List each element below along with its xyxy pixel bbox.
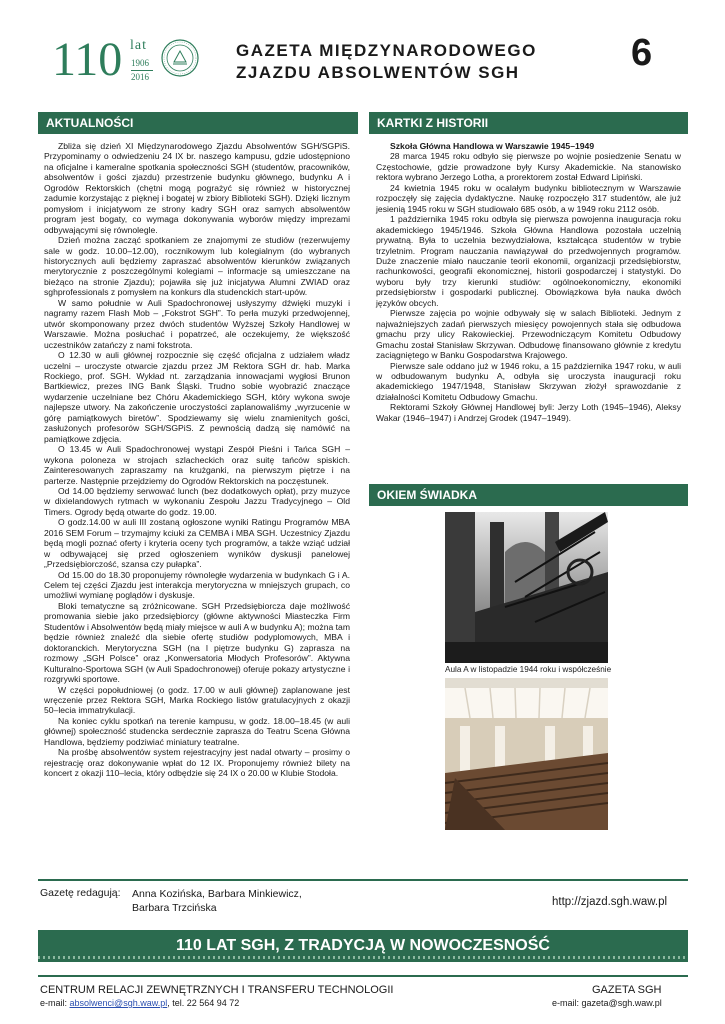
motto-banner: [38, 930, 688, 962]
section-title-lens: OKIEM ŚWIADKA: [377, 488, 477, 502]
news-paragraph: O 12.30 w auli głównej rozpocznie się część oficjalna z udziałem władz uczelni – uroczyste otwarcie zjazdu przez JM Rektora SGH dr. hab. Marka Rockiego, prof. SGH. Wykład nt. zarządzania innowacjami wygłosi Brunon Bartkiewicz, prezes ING Bank Śląski. Trudno sobie wyobrazić znaczące wydarzenie uczelniane bez Chóru Akademickiego SGH, który wykona swoje najlepsze utwory. Na zakończenie uroczystości zaplanowaliśmy „wyrzucenie w górę pamiątkowych biretów”. Spodziewamy się wielu znamienitych gości, zasłużonych profesorów SGH/SGPiS. Z pewnością dadzą się namówić na pamiątkowe zdjęcia.: [44, 350, 350, 444]
logo-years: [131, 58, 153, 83]
logo-year-start: 1906: [131, 58, 149, 68]
editors-line2: Barbara Trzcińska: [132, 902, 217, 914]
sgh-seal-icon: [160, 38, 200, 78]
history-paragraph: 1 października 1945 roku odbyła się pierwsza powojenna inauguracja roku akademickiego 1945/1946. Szkoła Główna Handlowa pozostała uczelnią prywatną. Była to uczelnia bezwydziałowa, kształcąca studentów w trybie trzyletnim. Program nauczania nawiązywał do przedwojennych programów. Duże znaczenie miało nauczanie teorii ekonomii, organizacji przedsiębiorstw, rachunkowości, geografii ekonomicznej, historii gospodarczej i statystyki. Do wyboru były trzy kierunki studiów: ogólnoekonomiczny, ekonomiki przedsiębiorstw i gospodarki publicznej. Obowiązkowa była nauka dwóch języków obcych.: [376, 214, 681, 308]
history-heading: Szkoła Główna Handlowa w Warszawie 1945–1949: [390, 141, 595, 151]
news-paragraph: Zbliża się dzień XI Międzynarodowego Zjazdu Absolwentów SGH/SGPiS. Przypominamy o odwiedzeniu 24 IX br. naszego kampusu, gdzie udostępniono na oficjalne i kameralne spotkania społeczności SGH (studentów, pracowników, absolwentów i gości zjazdu) przestrzenie budynku głównego, budynku A i Ogrodów Rektorskich (chętni mogą pograżyć się również w historycznej zadumie korzystając z pięknej i bogatej w zbiory Biblioteki SGH). Dzięki licznym pomysłom i inicjatywom ze strony kadry SGH oraz samych absolwentów program jest bogaty, co wymaga dokonywania wyborów między imprezami odbywającymi się równolegle.: [44, 141, 350, 235]
center-email-link[interactable]: absolwenci@sgh.waw.pl: [69, 998, 168, 1008]
section-bar-news: [38, 112, 358, 134]
history-paragraph: 28 marca 1945 roku odbyło się pierwsze po wojnie posiedzenie Senatu w Częstochowie, gdzie prowadzone były Kursy Akademickie. Na stanowisko rektora wybrano Jerzego Lotha, a prorektorem został Edward Lipiński.: [376, 151, 681, 183]
section-bar-history: [369, 112, 688, 134]
motto-dotted-line: [38, 956, 688, 959]
news-article: [44, 141, 350, 779]
editors-label: Gazetę redagują:: [40, 887, 121, 899]
website-link[interactable]: http://zjazd.sgh.waw.pl: [552, 896, 668, 908]
news-paragraph: W części popołudniowej (o godz. 17.00 w auli głównej) zaplanowane jest wręczenie przez Rektora SGH, Marka Rockiego listów gratulacyjnych z okazji 50–lecia immatrykulacji.: [44, 684, 350, 716]
news-paragraph: Od 14.00 będziemy serwować lunch (bez dodatkowych opłat), przy muzyce w dixielandowych rytmach w wykonaniu Zespołu Jazzu Tradycyjnego – Old Timers. Ogrody będą otwarte do godz. 19.00.: [44, 485, 350, 517]
photo-aula-1944: [445, 512, 608, 663]
news-paragraph: Na prośbę absolwentów system rejestracyjny jest nadal otwarty – prosimy o rejestrację oraz dokonywanie wpłat do 12 IX. Proponujemy również bilety na koncert z okazji 110–lecia, który odbędzie się 24 IX o 20.00 w Klubie Stodoła.: [44, 747, 350, 779]
section-title-news: AKTUALNOŚCI: [46, 116, 134, 130]
editors-line1: Anna Kozińska, Barbara Minkiewicz,: [132, 888, 302, 900]
footer-divider-top: [38, 879, 688, 881]
history-paragraph: Pierwsze sale oddano już w 1946 roku, a 15 października 1947 roku, w auli w odbudowanym budynku A, odbyła się uroczysta inauguracji roku akademickiego 1947/1948, Stanisław Skrzywan złożył sprawozdanie z działalności Komitetu Odbudowy Gmachu.: [376, 360, 681, 402]
section-bar-lens: [369, 484, 688, 506]
photo-aula-today-image: [445, 678, 608, 830]
logo-lat: lat: [130, 38, 147, 53]
news-paragraph: O 13.45 w Auli Spadochronowej wystąpi Zespół Pieśni i Tańca SGH – wykona poloneza w strojach szlacheckich oraz suitę tańców spiskich. Zainteresowanych zapraszamy na krużganki, na pierwszym piętrze i na parterze. Następnie przejdziemy do Ogrodów Rektorskich na poczęstunek.: [44, 444, 350, 486]
motto-text: 110 LAT SGH, Z TRADYCJĄ W NOWOCZESNOŚĆ: [176, 937, 550, 954]
center-name: CENTRUM RELACJI ZEWNĘTRZNYCH I TRANSFERU TECHNOLOGII: [40, 984, 394, 996]
gazette-title: [236, 40, 537, 84]
section-title-history: KARTKI Z HISTORII: [377, 116, 489, 130]
news-paragraph: Od 15.00 do 18.30 proponujemy równoległe wydarzenia w budynkach G i A. Celem tej części Zjazdu jest interakcja merytoryczna w mniejszych grupach, co umożliwi wymianę poglądów i dyskusje.: [44, 569, 350, 601]
center-contact: [40, 998, 239, 1008]
gazette-title-line2: ZJAZDU ABSOLWENTÓW SGH: [236, 63, 520, 82]
logo-year-end: 2016: [131, 72, 149, 82]
news-paragraph: Dzień można zacząć spotkaniem ze znajomymi ze studiów (rezerwujemy sale w godz. 10.00–12.00), rocznikowym lub kolegialnym (do wybranych historycznych auli będziemy zapraszać absolwentów kierunków związanych merytorycznie z poszczególnymi kolegiami – informacje są umieszczane na bieżąco na stronie Zjazdu); pojawiła się już inicjatywa Alumni ZWIAD oraz sghprofessionals z pomysłem na konkurs dla studenckich start-upów.: [44, 235, 350, 298]
history-article: [376, 141, 681, 423]
center-phone: , tel. 22 564 94 72: [167, 998, 240, 1008]
gazeta-email-label: e-mail:: [552, 998, 580, 1008]
news-paragraph: Na koniec cyklu spotkań na terenie kampusu, w godz. 18.00–18.45 (w auli głównej) społeczność studencka serdecznie zaprasza do Teatru Scena Główna Handlowa, będziemy podziwiać miniatury teatralne.: [44, 715, 350, 747]
history-paragraph: Rektorami Szkoły Głównej Handlowej byli: Jerzy Loth (1945–1946), Aleksy Wakar (1946–1947) i Andrzej Grodek (1947–1949).: [376, 402, 681, 423]
photo-aula-today: [445, 678, 608, 830]
center-email-label: e-mail:: [40, 998, 68, 1008]
editors-names: [132, 887, 302, 915]
news-paragraph: O godz.14.00 w auli III zostaną ogłoszone wyniki Ratingu Programów MBA 2016 SEM Forum – trzymajmy kciuki za CEMBA i MBA SGH. Uczestnicy Zjazdu będą mogli poznać oferty i kryteria oceny tych programów, a także wziąć udział w odbywającej się przed ogłoszeniem wyników dyskusji panelowej „Przedsiębiorczość, szansa czy pułapka”.: [44, 517, 350, 570]
news-paragraph: Bloki tematyczne są zróżnicowane. SGH Przedsiębiorcza daje możliwość promowania siebie jako przedsiębiorcy (główne aktywności Miasteczka Firm Studentów i Absolwentów będą miały miejsce w auli A w budynku A); można tam będzie również znaleźć dla siebie ofertę studiów podyplomowych, MBA i doktoranckich. Merytoryczna SGH (na I piętrze budynku G) zaprasza na rozmowy „SGH Polsce” oraz „Konwersatoria Młodych Profesorów”. Aktywna Kulturalno-Sportowa SGH (w Auli Spadochronowej) oferuje pokazy artystyczne i rozgrywki sportowe.: [44, 600, 350, 685]
gazeta-email[interactable]: gazeta@sgh.waw.pl: [581, 998, 662, 1008]
history-paragraph: 24 kwietnia 1945 roku w ocalałym budynku bibliotecznym w Warszawie rozpoczęły się zajęcia dydaktyczne. Naukę rozpoczęło 317 studentów, ale już jesienią 1945 roku w SGH studiowało 685 osób, a w 1949 roku 2112 osób.: [376, 182, 681, 214]
photo-aula-1944-image: [445, 512, 608, 663]
logo-110: 110: [52, 33, 123, 86]
gazeta-contact: [552, 998, 662, 1008]
footer-divider-bottom: [38, 975, 688, 977]
history-paragraph: Pierwsze zajęcia po wojnie odbywały się w salach Biblioteki. Jednym z najważniejszych zadań pierwszych miesięcy powojennych stała się odbudowa gmachu przy ulicy Rakowieckiej. Przewodniczącym Komitetu Odbudowy Gmachu został Stanisław Skrzywan. Odbudowę finansowano głównie z kredytu zaciągniętego w Banku Gospodarstwa Krajowego.: [376, 308, 681, 361]
gazeta-name: GAZETA SGH: [592, 984, 662, 996]
gazette-title-line1: GAZETA MIĘDZYNARODOWEGO: [236, 41, 537, 60]
page-number: 6: [631, 32, 653, 74]
news-paragraph: W samo południe w Auli Spadochronowej usłyszymy dźwięki muzyki i nagramy razem Flash Mob – „Fokstrot SGH”. To perła muzyki przedwojennej, utwór skomponowany przez dwóch studentów Wyższej Szkoły Handlowej w Warszawie. Można posłuchać i popatrzeć, ale oczekujemy, że większość uczestników zatańczy z nami fokstrota.: [44, 297, 350, 350]
photo-caption: Aula A w listopadzie 1944 roku i współcześnie: [445, 665, 612, 674]
